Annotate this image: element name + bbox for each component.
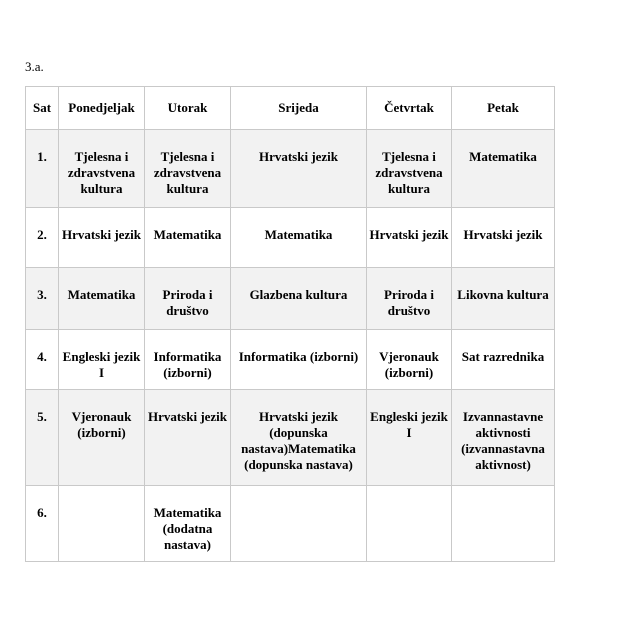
table-cell: Matematika — [145, 208, 231, 268]
period-number: 2. — [26, 208, 59, 268]
table-cell: Vjeronauk (izborni) — [367, 330, 452, 390]
table-row — [26, 390, 555, 486]
table-cell: Priroda i društvo — [367, 268, 452, 330]
table-cell: Informatika (izborni) — [145, 330, 231, 390]
period-number: 5. — [26, 390, 59, 486]
header-monday: Ponedjeljak — [59, 87, 145, 130]
table-cell: Glazbena kultura — [231, 268, 367, 330]
table-cell: Tjelesna i zdravstvena kultura — [59, 130, 145, 208]
table-cell: Engleski jezik I — [59, 330, 145, 390]
header-wednesday: Srijeda — [231, 87, 367, 130]
header-row — [26, 87, 555, 130]
table-cell: Hrvatski jezik — [367, 208, 452, 268]
table-cell: Hrvatski jezik — [145, 390, 231, 486]
header-friday: Petak — [452, 87, 555, 130]
period-number: 1. — [26, 130, 59, 208]
table-cell: Matematika — [452, 130, 555, 208]
class-label: 3.a. — [25, 59, 44, 74]
table-cell: Informatika (izborni) — [231, 330, 367, 390]
table-row — [26, 268, 555, 330]
header-thursday: Četvrtak — [367, 87, 452, 130]
table-cell: Engleski jezik I — [367, 390, 452, 486]
table-cell: Likovna kultura — [452, 268, 555, 330]
table-row — [26, 486, 555, 562]
timetable — [25, 86, 555, 562]
table-cell: Izvannastavne aktivnosti (izvannastavna aktivnost) — [452, 390, 555, 486]
table-cell: Sat razrednika — [452, 330, 555, 390]
table-cell — [231, 486, 367, 562]
table-cell: Hrvatski jezik — [59, 208, 145, 268]
table-cell: Hrvatski jezik — [231, 130, 367, 208]
table-cell — [59, 486, 145, 562]
period-number: 3. — [26, 268, 59, 330]
header-tuesday: Utorak — [145, 87, 231, 130]
period-number: 4. — [26, 330, 59, 390]
table-cell: Matematika — [231, 208, 367, 268]
table-row — [26, 330, 555, 390]
table-cell: Tjelesna i zdravstvena kultura — [145, 130, 231, 208]
table-cell: Tjelesna i zdravstvena kultura — [367, 130, 452, 208]
header-sat: Sat — [26, 87, 59, 130]
table-cell — [452, 486, 555, 562]
table-cell: Hrvatski jezik (dopunska nastava)Matematika (dopunska nastava) — [231, 390, 367, 486]
table-cell: Vjeronauk (izborni) — [59, 390, 145, 486]
period-number: 6. — [26, 486, 59, 562]
table-row — [26, 130, 555, 208]
table-cell: Matematika (dodatna nastava) — [145, 486, 231, 562]
table-cell: Matematika — [59, 268, 145, 330]
table-row — [26, 208, 555, 268]
table-cell: Priroda i društvo — [145, 268, 231, 330]
table-cell — [367, 486, 452, 562]
table-cell: Hrvatski jezik — [452, 208, 555, 268]
